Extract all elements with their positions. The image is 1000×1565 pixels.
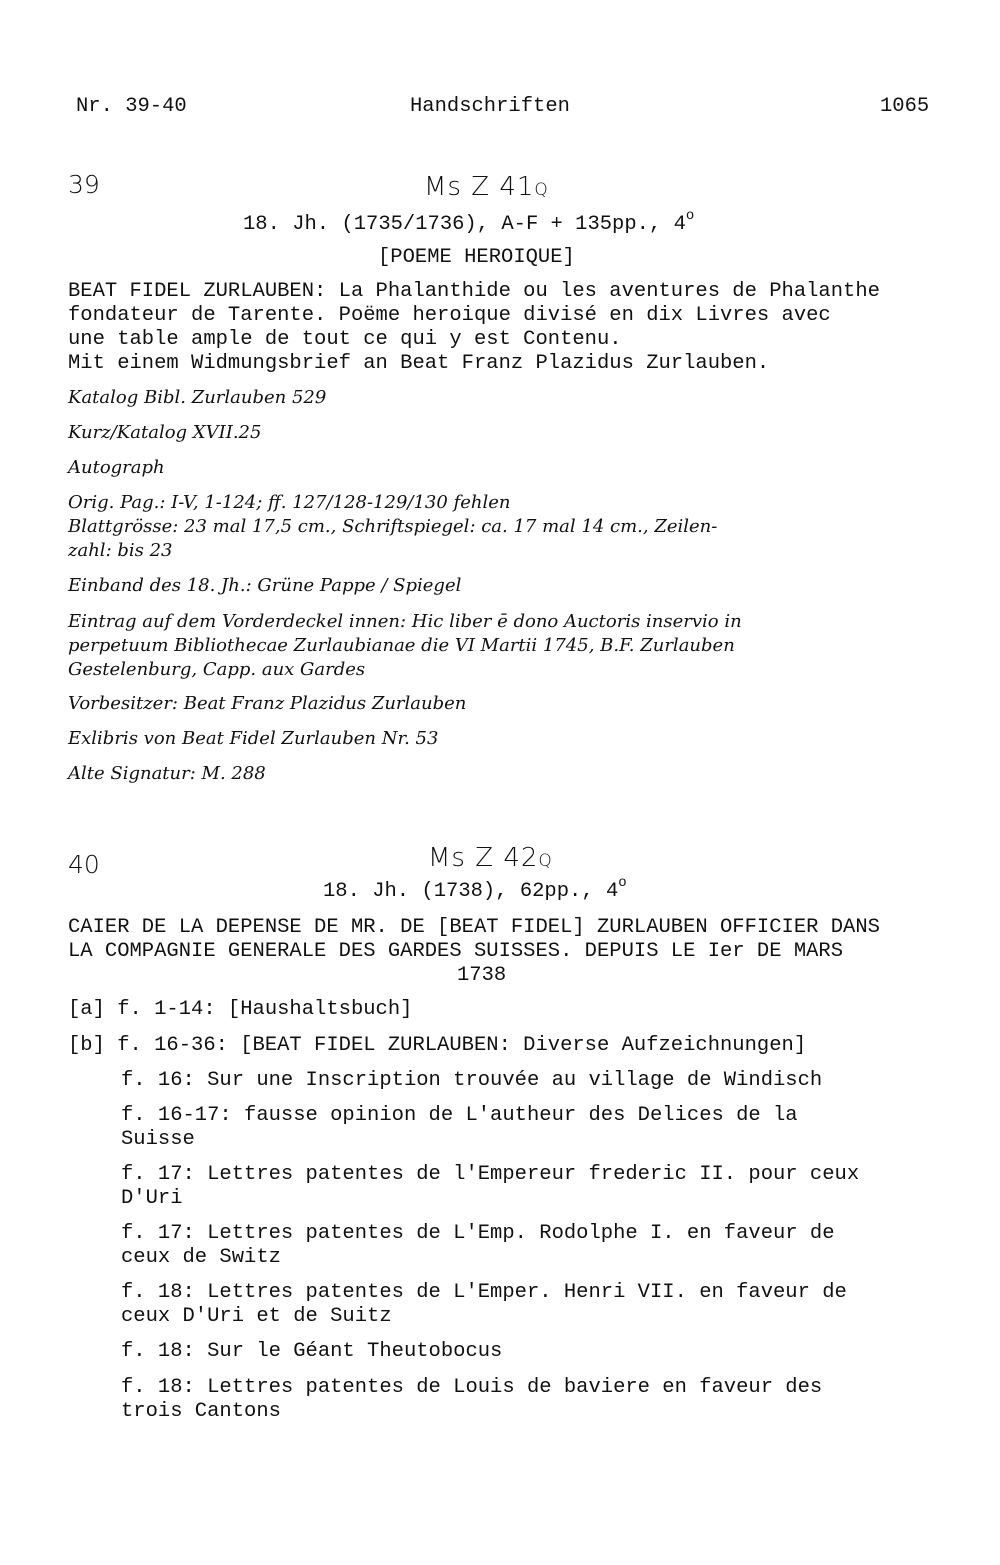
catalog-reference: Kurz/Katalog XVII.25 xyxy=(68,422,262,443)
shelfmark: Ms Z 42Q xyxy=(428,843,553,873)
part-a: [a] f. 1-14: [Haushaltsbuch] xyxy=(68,998,413,1021)
title-line: [POEME HEROIQUE] xyxy=(378,246,575,269)
list-item: f. 16: Sur une Inscription trouvée au village de Windisch xyxy=(121,1069,823,1092)
page-number: 1065 xyxy=(880,95,930,118)
date-line: 18. Jh. (1735/1736), A-F + 135pp., 4$^o$ xyxy=(243,208,695,236)
old-signature: Alte Signatur: M. 288 xyxy=(68,763,266,784)
date-line: 18. Jh. (1738), 62pp., 4$^o$ xyxy=(323,875,627,903)
pagination-note: Orig. Pag.: I-V, 1-124; ff. 127/128-129/130 fehlen Blattgrösse: 23 mal 17,5 cm., Schriftspiegel: ca. 17 mal 14 cm., Zeilen- zahl: bis 23 xyxy=(68,492,718,561)
header-left: Nr. 39-40 xyxy=(76,95,187,118)
list-item: f. 18: Lettres patentes de L'Emper. Henri VII. en faveur de ceux D'Uri et de Suitz xyxy=(121,1281,847,1328)
part-b: [b] f. 16-36: [BEAT FIDEL ZURLAUBEN: Diverse Aufzeichnungen] xyxy=(68,1034,807,1057)
title-line: LA COMPAGNIE GENERALE DES GARDES SUISSES. DEPUIS LE Ier DE MARS xyxy=(68,940,844,963)
description: BEAT FIDEL ZURLAUBEN: La Phalanthide ou les aventures de Phalanthe fondateur de Tarente. Poëme heroique divisé en dix Livres avec une table ample de tout ce qui y est Contenu. Mit einem Widmungsbrief an Beat Franz Plazidus Zurlauben. xyxy=(68,280,880,375)
binding-note: Einband des 18. Jh.: Grüne Pappe / Spiegel xyxy=(68,575,462,596)
title-line: CAIER DE LA DEPENSE DE MR. DE [BEAT FIDEL] ZURLAUBEN OFFICIER DANS xyxy=(68,916,880,939)
autograph-note: Autograph xyxy=(68,457,165,478)
entry-number: 40 xyxy=(68,850,100,879)
list-item: f. 18: Sur le Géant Theutobocus xyxy=(121,1340,503,1363)
title-line: 1738 xyxy=(457,964,507,987)
exlibris-note: Exlibris von Beat Fidel Zurlauben Nr. 53 xyxy=(68,728,439,749)
list-item: f. 18: Lettres patentes de Louis de baviere en faveur des trois Cantons xyxy=(121,1376,823,1423)
previous-owner: Vorbesitzer: Beat Franz Plazidus Zurlauben xyxy=(68,693,467,714)
list-item: f. 17: Lettres patentes de l'Empereur frederic II. pour ceux D'Uri xyxy=(121,1163,860,1210)
shelfmark: Ms Z 41Q xyxy=(424,172,549,202)
entry-number: 39 xyxy=(68,170,100,199)
list-item: f. 17: Lettres patentes de L'Emp. Rodolphe I. en faveur de ceux de Switz xyxy=(121,1222,835,1269)
inscription-note: Eintrag auf dem Vorderdeckel innen: Hic liber ē dono Auctoris inservio in perpetuum Bibliothecae Zurlaubianae die VI Martii 1745, B.F. Zurlauben Gestelenburg, Capp. aux Gardes xyxy=(68,611,742,680)
header-title: Handschriften xyxy=(410,95,570,118)
list-item: f. 16-17: fausse opinion de L'autheur des Delices de la Suisse xyxy=(121,1104,798,1151)
catalog-reference: Katalog Bibl. Zurlauben 529 xyxy=(68,387,327,408)
